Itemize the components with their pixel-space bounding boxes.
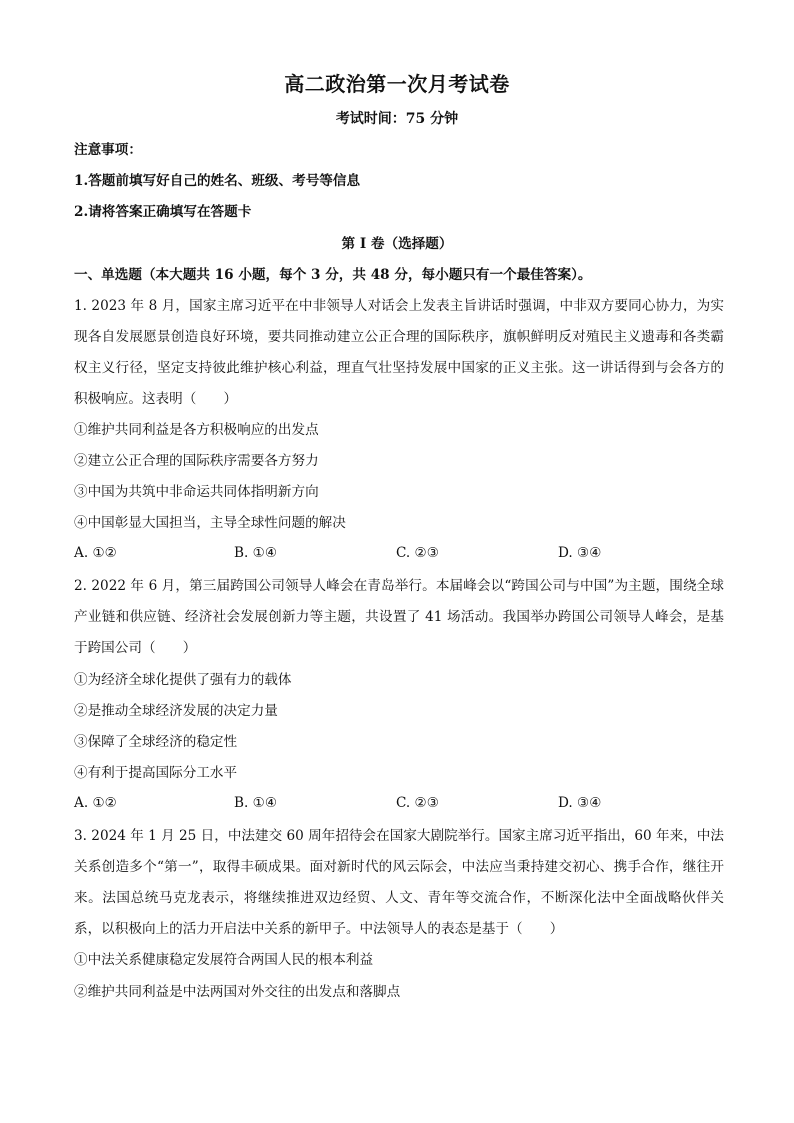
section-title: 第 I 卷（选择题）: [341, 236, 453, 252]
note-item: 1.答题前填写好自己的姓名、班级、考号等信息: [74, 173, 361, 189]
answer-options: [74, 545, 724, 565]
exam-time: 考试时间：75 分钟: [335, 111, 459, 127]
question-stem: 1. 2023 年 8 月，国家主席习近平在中非领导人对话会上发表主旨讲话时强调，中非双方要同心协力，为实现各自发展愿景创造良好环境，要共同推动建立公正合理的国际秩序，旗帜鲜明反对殖民主义遗毒和各类霸权主义行径，坚定支持彼此维护核心利益，理直气壮坚持发展中国家的正义主张。这一讲话得到与会各方的积极响应。这表明（ ）: [74, 298, 724, 407]
question-stem: 2. 2022 年 6 月，第三届跨国公司领导人峰会在青岛举行。本届峰会以“跨国公司与中国”为主题，围绕全球产业链和供应链、经济社会发展创新力等主题，共设置了 41 场活动。我国举办跨国公司领导人峰会，是基于跨国公司（ ）: [74, 578, 724, 656]
option-b: B. ①④: [234, 545, 278, 561]
question-item: ③保障了全球经济的稳定性: [74, 734, 238, 750]
question-item: ①维护共同利益是各方积极响应的出发点: [74, 422, 319, 438]
notes-heading: 注意事项：: [74, 142, 142, 158]
question-item: ④中国彰显大国担当，主导全球性问题的解决: [74, 515, 346, 531]
question-stem: 3. 2024 年 1 月 25 日，中法建交 60 周年招待会在国家大剧院举行。国家主席习近平指出，60 年来，中法关系创造多个“第一”，取得丰硕成果。面对新时代的风云际会，中法应当秉持建交初心、携手合作，继往开来。法国总统马克龙表示，将继续推进双边经贸、人文、青年等交流合作，不断深化法中全面战略伙伴关系，以积极向上的活力开启法中关系的新甲子。中法领导人的表态是基于（ ）: [74, 828, 724, 937]
question-item: ③中国为共筑中非命运共同体指明新方向: [74, 484, 319, 500]
option-b: B. ①④: [234, 795, 278, 811]
option-d: D. ③④: [558, 545, 602, 561]
question-item: ①为经济全球化提供了强有力的载体: [74, 672, 292, 688]
question-item: ②建立公正合理的国际秩序需要各方努力: [74, 453, 319, 469]
part-heading: 一、单选题（本大题共 16 小题，每个 3 分，共 48 分，每小题只有一个最佳答案）。: [74, 267, 592, 283]
exam-title: 高二政治第一次月考试卷: [284, 72, 510, 96]
question-item: ①中法关系健康稳定发展符合两国人民的根本利益: [74, 952, 374, 968]
note-item: 2.请将答案正确填写在答题卡: [74, 204, 252, 220]
option-c: C. ②③: [396, 545, 439, 561]
question-item: ②是推动全球经济发展的决定力量: [74, 703, 278, 719]
question-item: ②维护共同利益是中法两国对外交往的出发点和落脚点: [74, 984, 401, 1000]
option-d: D. ③④: [558, 795, 602, 811]
option-a: A. ①②: [74, 545, 117, 561]
option-a: A. ①②: [74, 795, 117, 811]
answer-options: [74, 795, 724, 815]
question-item: ④有利于提高国际分工水平: [74, 765, 238, 781]
option-c: C. ②③: [396, 795, 439, 811]
